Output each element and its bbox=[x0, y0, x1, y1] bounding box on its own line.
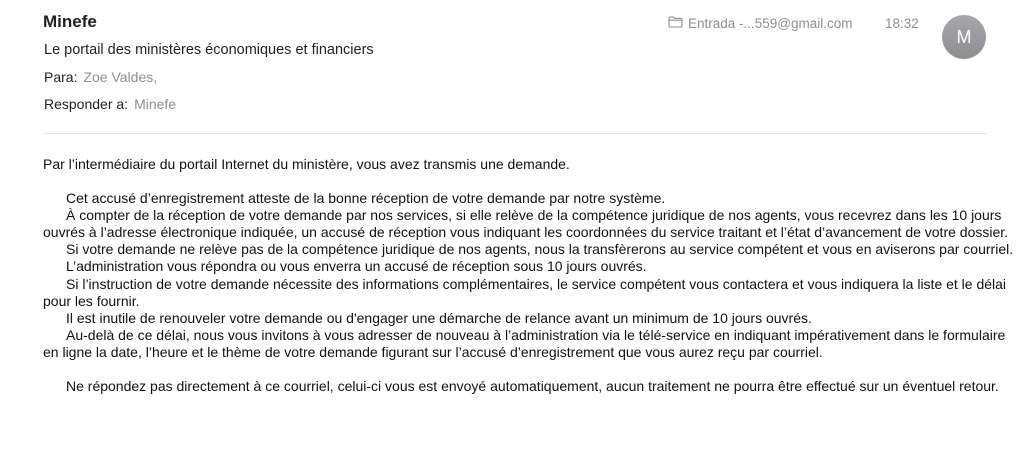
body-intro: Par l’intermédiaire du portail Internet du ministère, vous avez transmis une demande. bbox=[43, 156, 570, 172]
message-subject: Le portail des ministères économiques et financiers bbox=[44, 42, 374, 58]
body-paragraph: Cet accusé d’enregistrement atteste de la bonne réception de votre demande par notre système. bbox=[66, 190, 666, 207]
body-paragraph: Il est inutile de renouveler votre demande ou d'engager une démarche de relance avant un minimum de 10 jours ouvrés. bbox=[66, 309, 812, 326]
folder-icon bbox=[668, 16, 688, 31]
avatar-initial: M bbox=[956, 26, 972, 47]
to-recipient[interactable]: Zoe Valdes, bbox=[83, 69, 158, 85]
to-label: Para: bbox=[44, 69, 78, 85]
reply-to-row bbox=[44, 96, 176, 112]
body-paragraph: À compter de la réception de votre demande par nos services, si elle relève de la compétence juridique de nos agents, vous recevrez dans les 10 jours ouvrés à l’adresse électronique indiquée, un accusé de réception vous indiquant les coordonnées du service traitant et l’état d’avancement de votre dossier. bbox=[43, 207, 1009, 241]
reply-to-address[interactable]: Minefe bbox=[134, 96, 177, 112]
body-paragraph: Si votre demande ne relève pas de la compétence juridique de nos agents, nous la transfèrerons au service compétent et vous en aviserons par courriel. bbox=[66, 241, 1014, 258]
to-row bbox=[44, 69, 157, 85]
header-divider bbox=[43, 133, 987, 134]
body-closing: Ne répondez pas directement à ce courriel, celui-ci vous est envoyé automatiquement, aucun traitement ne pourra être effectué sur un éventuel retour. bbox=[66, 378, 999, 395]
mailbox-label: Entrada -...559@gmail.com bbox=[688, 16, 853, 31]
message-body bbox=[43, 156, 1023, 395]
message-time: 18:32 bbox=[885, 16, 919, 31]
body-paragraph: Au-delà de ce délai, nous vous invitons à vous adresser de nouveau à l’administration via le télé-service en indiquant impérativement dans le formulaire en ligne la date, l’heure et le thème de votre demande figurant sur l’accusé d’enregistrement que vous aurez reçu par courriel. bbox=[43, 326, 1006, 360]
body-paragraph: Si l’instruction de votre demande nécessite des informations complémentaires, le service compétent vous contactera et vous indiquera la liste et le délai pour les fournir. bbox=[43, 275, 1007, 309]
mailbox-location[interactable] bbox=[668, 16, 853, 31]
body-paragraph: L’administration vous répondra ou vous enverra un accusé de réception sous 10 jours ouvrés. bbox=[66, 258, 647, 275]
avatar[interactable] bbox=[942, 15, 986, 59]
reply-to-label: Responder a: bbox=[44, 96, 129, 112]
sender-name[interactable]: Minefe bbox=[43, 12, 97, 31]
message-header bbox=[0, 0, 1024, 140]
